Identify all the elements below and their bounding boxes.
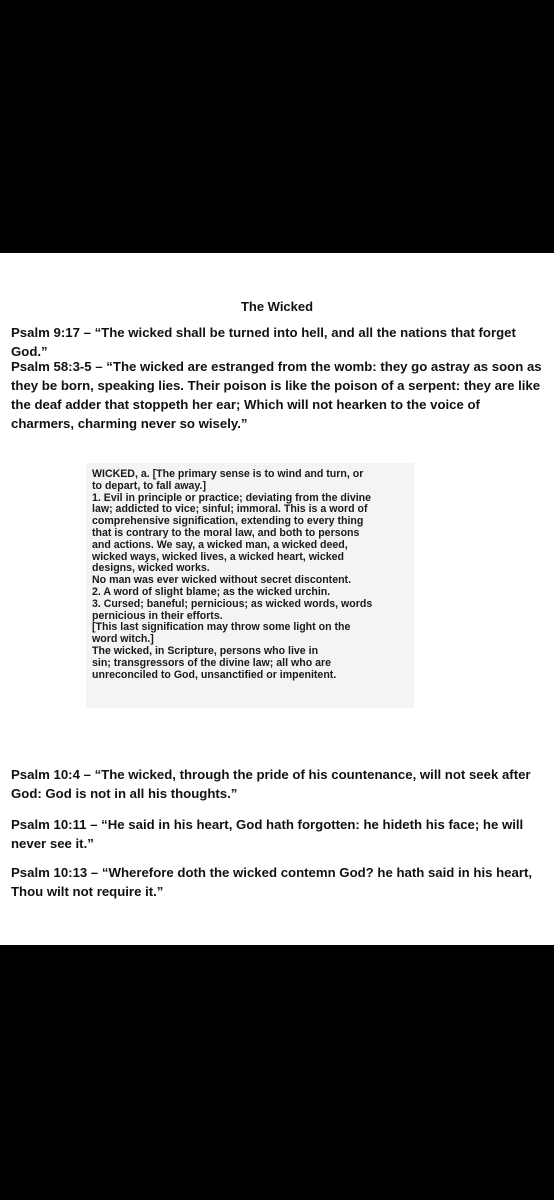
document-page bbox=[0, 253, 554, 945]
verse-psalm-10-4: Psalm 10:4 – “The wicked, through the pride of his countenance, will not seek after God: God is not in all his thoughts.” bbox=[11, 767, 531, 801]
definition-line: [This last signification may throw some light on the bbox=[92, 621, 351, 634]
definition-line: WICKED, a. [The primary sense is to wind and turn, or bbox=[92, 468, 364, 480]
document-title: The Wicked bbox=[240, 299, 314, 314]
definition-line: law; addicted to vice; sinful; immoral. This is a word of bbox=[92, 503, 368, 516]
verse-psalm-10-11: Psalm 10:11 – “He said in his heart, God hath forgotten: he hideth his face; he will never see it.” bbox=[11, 817, 524, 851]
definition-line: sin; transgressors of the divine law; all who are bbox=[92, 656, 332, 669]
definition-line: comprehensive signification, extending to every thing bbox=[92, 515, 364, 528]
definition-line: 3. Cursed; baneful; pernicious; as wicked words, words bbox=[92, 597, 373, 610]
verse-psalm-9-17: Psalm 9:17 – “The wicked shall be turned into hell, and all the nations that forget God.” bbox=[11, 325, 516, 359]
definition-line: word witch.] bbox=[92, 633, 154, 646]
definition-line: to depart, to fall away.] bbox=[92, 479, 206, 492]
definition-line: pernicious in their efforts. bbox=[92, 609, 223, 622]
definition-line: wicked ways, wicked lives, a wicked heart, wicked bbox=[92, 550, 345, 563]
definition-line: designs, wicked works. bbox=[92, 562, 210, 575]
definition-line: The wicked, in Scripture, persons who live in bbox=[92, 644, 319, 657]
definition-line: 1. Evil in principle or practice; deviating from the divine bbox=[92, 491, 372, 504]
definition-line: 2. A word of slight blame; as the wicked urchin. bbox=[92, 585, 331, 598]
dictionary-definition-box bbox=[86, 463, 414, 708]
verse-psalm-10-13: Psalm 10:13 – “Wherefore doth the wicked contemn God? he hath said in his heart, Thou wilt not require it.” bbox=[11, 865, 533, 899]
definition-line: unreconciled to God, unsanctified or impenitent. bbox=[92, 668, 337, 681]
verse-psalm-58-3-5: Psalm 58:3-5 – “The wicked are estranged from the womb: they go astray as soon as they be born, speaking lies. Their poison is like the poison of a serpent: they are like the deaf adder that stoppeth her ear; Which will not hearken to the voice of charmers, charming never so wisely.” bbox=[11, 359, 542, 431]
definition-line: and actions. We say, a wicked man, a wicked deed, bbox=[92, 538, 348, 551]
definition-line: No man was ever wicked without secret discontent. bbox=[92, 574, 352, 587]
definition-line: that is contrary to the moral law, and both to persons bbox=[92, 526, 360, 539]
